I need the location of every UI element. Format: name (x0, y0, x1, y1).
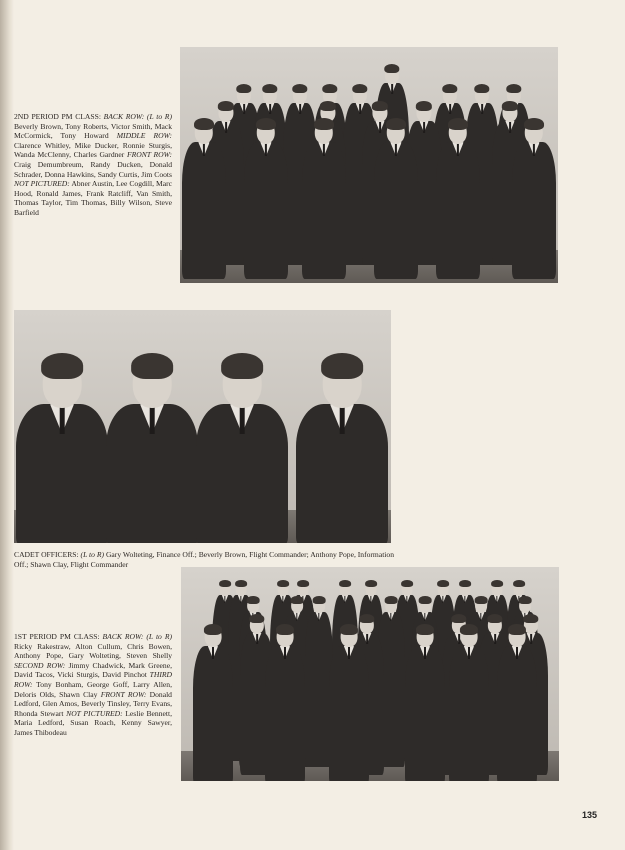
uniform-jacket (374, 142, 418, 279)
necktie (323, 143, 325, 156)
hair (386, 118, 406, 130)
hair (292, 84, 307, 93)
uniform-jacket (405, 646, 445, 781)
necktie (423, 122, 425, 133)
hair (249, 614, 264, 623)
caption-row-label: NOT PICTURED: (14, 179, 70, 189)
caption-text: Gary Wolteting, Finance Off.; Beverly Brown, Flight Commander; Anthony Pope, Information Off.; Shawn Clay, Flight Commander (14, 550, 395, 569)
hair (523, 614, 538, 623)
caption-text: CADET OFFICERS: (14, 550, 81, 559)
necktie (256, 634, 258, 644)
caption-text: Clarence Whitley, Mike Ducker, Ronnie Sturgis, Wanda McClenny, Charles Gardner (14, 140, 172, 160)
necktie (60, 407, 65, 435)
necktie (344, 595, 345, 603)
caption-text: Ricky Rakestraw, Alton Cullum, Chris Bowen, Anthony Pope, Gary Wolteting, Steven Shelly (14, 641, 172, 661)
photo-second-period-class (180, 47, 558, 283)
caption-text: 2ND PERIOD PM CLASS: (14, 112, 104, 121)
hair (475, 596, 488, 604)
necktie (424, 612, 425, 620)
cadet-figure (196, 356, 288, 543)
hair (416, 624, 434, 635)
hair (487, 614, 502, 623)
cadet-figure (436, 119, 480, 279)
hair (276, 624, 294, 635)
necktie (340, 407, 345, 435)
uniform-jacket (329, 646, 369, 781)
hair (247, 596, 260, 604)
necktie (390, 612, 391, 620)
cadet-figure (182, 119, 226, 279)
hair (416, 101, 432, 111)
necktie (468, 647, 470, 659)
hair (41, 353, 83, 378)
hair (359, 614, 374, 623)
hair (491, 580, 503, 587)
necktie (269, 104, 271, 114)
caption-second-period-class (14, 112, 172, 218)
caption-text: Donald Ledford, Glen Amos, Beverly Tinsley, Terry Evans, Rhonda Stewart (14, 689, 172, 718)
hair (194, 118, 214, 130)
uniform-jacket (436, 142, 480, 279)
hair (448, 118, 468, 130)
uniform-jacket (449, 646, 489, 781)
hair (502, 101, 518, 111)
hair (419, 596, 432, 604)
cadet-figure (497, 625, 537, 781)
hair (320, 101, 336, 111)
cadet-figure (106, 356, 198, 543)
necktie (284, 647, 286, 659)
uniform-jacket (302, 142, 346, 279)
hair (474, 84, 489, 93)
caption-row-label: MIDDLE ROW: (116, 131, 172, 141)
caption-first-period-class (14, 632, 172, 738)
hair (277, 580, 289, 587)
necktie (457, 143, 459, 156)
hair (291, 596, 304, 604)
necktie (296, 612, 297, 620)
caption-text: Jimmy Chadwick, Mark Greene, David Tacos, Vicki Sturgis, David Pinchot (14, 660, 172, 680)
book-binding-shadow (0, 0, 14, 850)
cadet-figure (405, 625, 445, 781)
photo-first-period-class (181, 567, 559, 781)
cadet-figure (16, 356, 108, 543)
cadet-figure (374, 119, 418, 279)
caption-text: Craig Demumbreum, Randy Ducken, Donald Schrader, Donna Hawkins, Sandy Curtis, Jim Coots (14, 159, 172, 179)
hair (384, 64, 399, 73)
hair (385, 596, 398, 604)
hair (437, 580, 449, 587)
hair (297, 580, 309, 587)
necktie (481, 104, 483, 114)
necktie (265, 143, 267, 156)
hair (314, 118, 334, 130)
hair (508, 624, 526, 635)
necktie (395, 143, 397, 156)
caption-row-label: (L to R) (80, 550, 105, 559)
hair (519, 596, 532, 604)
necktie (442, 595, 443, 603)
cadet-figure (193, 625, 233, 781)
cadet-figure (449, 625, 489, 781)
hair (352, 84, 367, 93)
necktie (212, 647, 214, 659)
uniform-jacket (193, 646, 233, 781)
cadet-figure (302, 119, 346, 279)
caption-row-label: FRONT ROW: (100, 689, 147, 699)
hair (256, 118, 276, 130)
page-number: 135 (581, 810, 597, 820)
hair (218, 101, 234, 111)
hair (513, 580, 525, 587)
caption-text: Tony Bonham, George Goff, Larry Allen, Deloris Olds, Shawn Clay (14, 679, 172, 699)
uniform-jacket (512, 142, 556, 279)
hair (204, 624, 222, 635)
hair (262, 84, 277, 93)
necktie (533, 143, 535, 156)
caption-text: 1ST PERIOD PM CLASS: (14, 632, 103, 641)
necktie (370, 595, 371, 603)
caption-text: Abner Austin, Lee Cogdill, Marc Hood, Ronald James, Frank Ratcliff, Van Smith, Thomas Taylor, Tim Thomas, Billy Wilson, Steve Barfield (14, 179, 172, 217)
hair (236, 84, 251, 93)
caption-text: Beverly Brown, Tony Roberts, Victor Smith, Mack McCormick, Tony Howard (14, 121, 172, 141)
necktie (516, 647, 518, 659)
hair (313, 596, 326, 604)
caption-text: Leslie Bennett, Maria Ledford, Susan Roach, Kenny Sawyer, James Thibodeau (14, 708, 173, 737)
necktie (224, 595, 225, 603)
cadet-figure (512, 119, 556, 279)
hair (372, 101, 388, 111)
cadet-figure (296, 356, 388, 543)
hair (221, 353, 263, 378)
necktie (359, 104, 361, 114)
hair (401, 580, 413, 587)
hair (131, 353, 173, 378)
necktie (464, 595, 465, 603)
caption-row-label: FRONT ROW: (126, 150, 172, 160)
necktie (494, 634, 496, 644)
necktie (240, 407, 245, 435)
necktie (424, 647, 426, 659)
necktie (509, 122, 511, 133)
necktie (391, 84, 393, 94)
necktie (449, 104, 451, 114)
necktie (496, 595, 497, 603)
necktie (299, 104, 301, 114)
hair (235, 580, 247, 587)
hair (442, 84, 457, 93)
hair (451, 614, 466, 623)
uniform-jacket (265, 646, 305, 781)
cadet-figure (244, 119, 288, 279)
necktie (406, 595, 407, 603)
hair (365, 580, 377, 587)
caption-row-label: BACK ROW: (L to R) (102, 632, 172, 641)
hair (340, 624, 358, 635)
caption-row-label: BACK ROW: (L to R) (103, 112, 172, 121)
uniform-jacket (497, 646, 537, 781)
hair (339, 580, 351, 587)
necktie (348, 647, 350, 659)
uniform-jacket (182, 142, 226, 279)
hair (322, 84, 337, 93)
hair (506, 84, 521, 93)
photo-cadet-officers (14, 310, 391, 543)
cadet-figure (265, 625, 305, 781)
hair (321, 353, 363, 378)
necktie (203, 143, 205, 156)
caption-row-label: SECOND ROW: (14, 660, 66, 670)
hair (524, 118, 544, 130)
caption-row-label: NOT PICTURED: (66, 708, 123, 718)
uniform-jacket (244, 142, 288, 279)
necktie (150, 407, 155, 435)
caption-row-label: THIRD ROW: (14, 670, 172, 689)
hair (459, 580, 471, 587)
hair (460, 624, 478, 635)
necktie (318, 612, 319, 620)
cadet-figure (329, 625, 369, 781)
